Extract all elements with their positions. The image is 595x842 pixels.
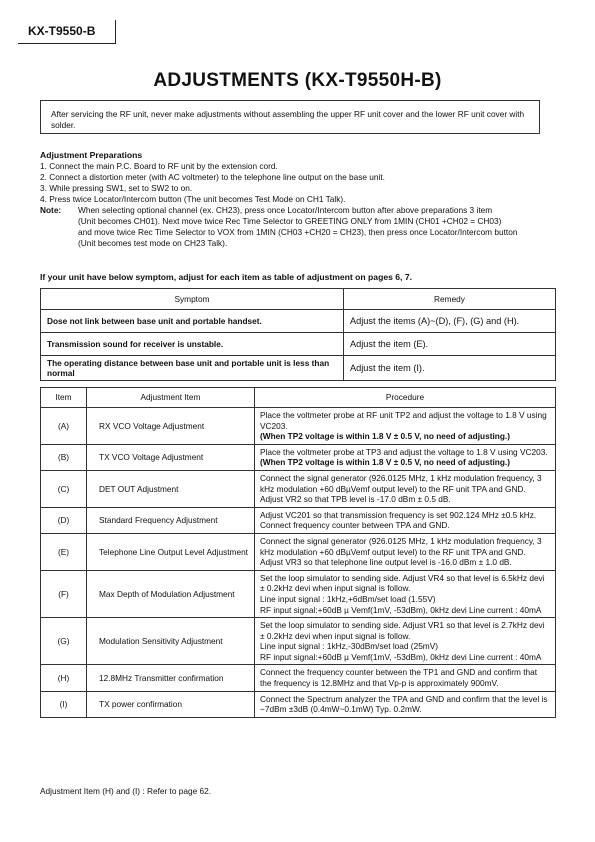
- table-row: [41, 570, 556, 617]
- table-row: [41, 533, 556, 570]
- symptom-col-header: Symptom: [41, 289, 344, 310]
- adjustment-name: 12.8MHz Transmitter confirmation: [87, 665, 255, 691]
- procedure-cell: [255, 444, 556, 470]
- procedure-cell: [255, 408, 556, 445]
- table-row: [41, 408, 556, 445]
- note-line: When selecting optional channel (ex. CH23), press once Locator/Intercom button after above preparations 3 item: [78, 205, 493, 215]
- procedure-col-header: Procedure: [255, 388, 556, 408]
- item-code: (F): [41, 570, 87, 617]
- notice-box: After servicing the RF unit, never make adjustments without assembling the upper RF unit cover and the lower RF unit cover with solder.: [40, 100, 540, 134]
- symptom-heading: If your unit have below symptom, adjust for each item as table of adjustment on pages 6, 7.: [40, 272, 412, 282]
- note-label: Note:: [40, 205, 62, 215]
- table-row: [41, 310, 556, 333]
- procedure-line: Set the loop simulator to sending side. Adjust VR1 so that level is 2.7kHz devi ± 0.2kHz devi when input signal is follow.: [260, 620, 545, 641]
- procedure-line: Adjust VR3 so that telephone line output level is -16.0 dBm ± 1.0 dB.: [260, 557, 512, 568]
- adjustment-name: DET OUT Adjustment: [87, 470, 255, 507]
- item-code: (C): [41, 470, 87, 507]
- table-row: [41, 470, 556, 507]
- note-body: [78, 205, 560, 249]
- prep-step: 1. Connect the main P.C. Board to RF unit by the extension cord.: [40, 161, 278, 171]
- remedy-cell: Adjust the items (A)~(D), (F), (G) and (H).: [344, 310, 556, 333]
- note-line: (Unit becomes CH01). Next move twice Rec Time Selector to GREETING ONLY from 1MIN (CH01 +CH02 = CH03): [78, 216, 502, 226]
- procedure-line: Connect frequency counter between TPA and GND.: [260, 520, 450, 531]
- adjustment-name: Modulation Sensitivity Adjustment: [87, 618, 255, 665]
- item-code: (D): [41, 507, 87, 533]
- item-code: (A): [41, 408, 87, 445]
- prep-step: 4. Press twice Locator/Intercom button (The unit becomes Test Mode on CH1 Talk).: [40, 194, 346, 204]
- symptom-table: [40, 288, 556, 381]
- item-code: (E): [41, 533, 87, 570]
- item-col-header: Item: [41, 388, 87, 408]
- procedure-line: Connect the frequency counter between the TP1 and GND and confirm that the frequency is 12.8MHz and that Vp-p is approximately 900mV.: [260, 667, 538, 689]
- procedure-cell: [255, 533, 556, 570]
- remedy-col-header: Remedy: [344, 289, 556, 310]
- adjustment-name: TX power confirmation: [87, 691, 255, 717]
- procedure-line: Place the voltmeter probe at TP3 and adjust the voltage to 1.8 V using VC203.: [260, 446, 548, 457]
- procedure-cell: [255, 618, 556, 665]
- procedure-cell: [255, 570, 556, 617]
- symptom-cell: Transmission sound for receiver is unstable.: [41, 333, 344, 356]
- model-tag: KX-T9550-B: [18, 20, 116, 44]
- table-row: [41, 507, 556, 533]
- item-code: (B): [41, 444, 87, 470]
- table-row: [41, 618, 556, 665]
- procedure-line: RF input signal:+60dB µ Vemf(1mV, -53dBm), 0kHz devi Line current : 40mA: [260, 651, 542, 662]
- table-row: [41, 665, 556, 691]
- procedure-line: Set the loop simulator to sending side. Adjust VR4 so that level is 6.5kHz devi ± 0.2kHz devi when input signal is follow.: [260, 572, 545, 594]
- adjustment-col-header: Adjustment Item: [87, 388, 255, 408]
- procedure-cell: [255, 470, 556, 507]
- adjustment-table: [40, 387, 556, 718]
- procedure-bold-note: (When TP2 voltage is within 1.8 V ± 0.5 V, no need of adjusting.): [260, 457, 510, 468]
- adjustment-name: RX VCO Voltage Adjustment: [87, 408, 255, 445]
- procedure-cell: [255, 665, 556, 691]
- procedure-bold-note: (When TP2 voltage is within 1.8 V ± 0.5 V, no need of adjusting.): [260, 431, 510, 442]
- table-row: [41, 444, 556, 470]
- note-line: (Unit becomes test mode on CH23 Talk).: [78, 238, 228, 248]
- prep-step: 3. While pressing SW1, set to SW2 to on.: [40, 183, 193, 193]
- remedy-cell: Adjust the item (E).: [344, 333, 556, 356]
- adjustment-name: TX VCO Voltage Adjustment: [87, 444, 255, 470]
- item-code: (I): [41, 691, 87, 717]
- procedure-line: Place the voltmeter probe at RF unit TP2 and adjust the voltage to 1.8 V using VC203.: [260, 410, 547, 431]
- adjustment-name: Max Depth of Modulation Adjustment: [87, 570, 255, 617]
- footnote: Adjustment Item (H) and (I) : Refer to page 62.: [40, 786, 212, 796]
- adjustment-rows: [41, 408, 556, 718]
- procedure-line: Connect the Spectrum analyzer the TPA and GND and confirm that the level is −7dBm ±3dB (0.4mW~0.1mW) Typ. 0.2mW.: [260, 693, 548, 715]
- remedy-cell: Adjust the item (I).: [344, 356, 556, 381]
- preparations-heading: Adjustment Preparations: [40, 150, 143, 160]
- table-row: [41, 356, 556, 381]
- procedure-line: Connect the signal generator (926.0125 MHz, 1 kHz modulation frequency, 3 kHz modulation +60 dBµVemf output level) to the RF unit TPA and GND.: [260, 472, 542, 494]
- procedure-cell: [255, 507, 556, 533]
- table-row: [41, 691, 556, 717]
- table-row: [41, 333, 556, 356]
- adjustment-preparations: [40, 150, 560, 249]
- note-line: and move twice Rec Time Selector to VOX from 1MIN (CH03 +CH20 = CH23), then press once Locator/Intercom button: [78, 227, 518, 237]
- page-title: ADJUSTMENTS (KX-T9550H-B): [153, 70, 442, 91]
- prep-step: 2. Connect a distortion meter (with AC voltmeter) to the telephone line output on the base unit.: [40, 172, 385, 182]
- procedure-line: RF input signal:+60dB µ Vemf(1mV, -53dBm), 0kHz devi Line current : 40mA: [260, 604, 542, 615]
- adjustment-name: Standard Frequency Adjustment: [87, 507, 255, 533]
- item-code: (G): [41, 618, 87, 665]
- symptom-cell: Dose not link between base unit and portable handset.: [41, 310, 344, 333]
- procedure-line: Line input signal : 1kHz,+6dBm/set load (1.55V): [260, 593, 436, 604]
- symptom-cell: The operating distance between base unit and portable unit is less than normal: [41, 356, 344, 381]
- procedure-line: Connect the signal generator (926.0125 MHz, 1 kHz modulation frequency, 3 kHz modulation +60 dBµVemf output level) to the RF unit TPA and GND.: [260, 535, 542, 557]
- procedure-line: Line input signal : 1kHz,-30dBm/set load (25mV): [260, 641, 439, 652]
- procedure-line: Adjust VR2 so that TPB level is -17.0 dBm ± 0.5 dB.: [260, 494, 451, 505]
- note: [40, 205, 560, 249]
- adjustment-name: Telephone Line Output Level Adjustment: [87, 533, 255, 570]
- procedure-cell: [255, 691, 556, 717]
- item-code: (H): [41, 665, 87, 691]
- procedure-line: Adjust VC201 so that transmission frequency is set 902.124 MHz ±0.5 kHz.: [260, 509, 537, 520]
